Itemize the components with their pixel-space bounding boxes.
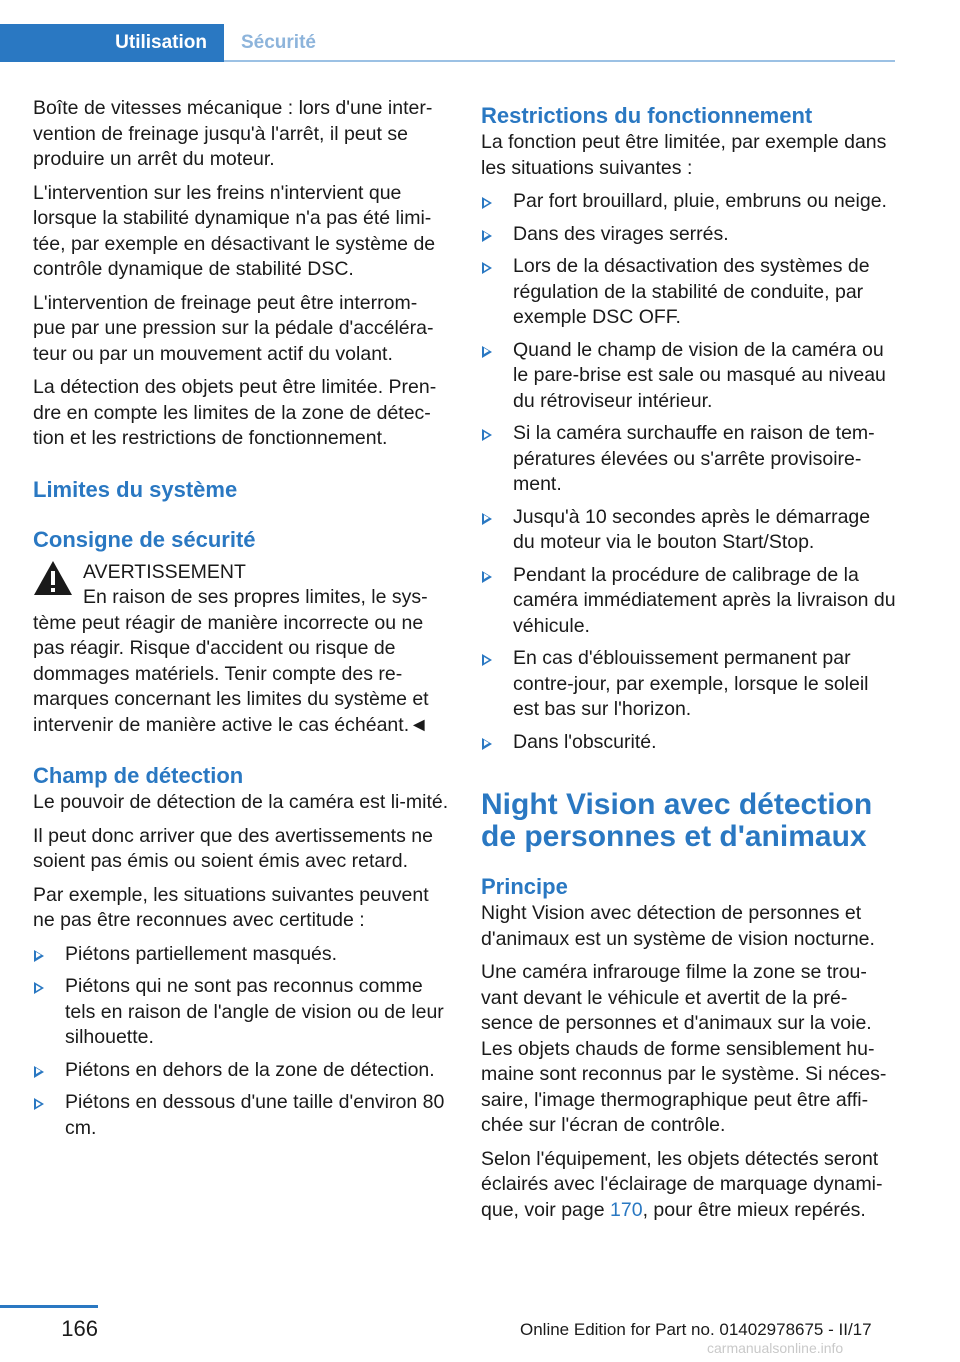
footer-rule (0, 1305, 98, 1308)
paragraph-detection-limited: La détection des objets peut être limitée. Pren-dre en compte les limites de la zone de détec-tion et les restrictions de fonctionnement. (33, 376, 437, 449)
list-item-text: Lors de la désactivation des systèmes de régulation de la stabilité de conduite, par exemple DSC OFF. (513, 255, 870, 328)
list-item (33, 942, 449, 968)
list-item (481, 338, 897, 415)
list-item-text: Dans des virages serrés. (513, 222, 729, 245)
page-number: 166 (61, 1316, 98, 1341)
warning-title: AVERTISSEMENT (83, 560, 246, 583)
paragraph-night-vision-intro: Night Vision avec détection de personnes et d'animaux est un système de vision nocturne. (481, 902, 875, 950)
paragraph-detection-power: Le pouvoir de détection de la caméra est li-mité. (33, 791, 449, 813)
paragraph-infrared-camera: Une caméra infrarouge filme la zone se trou-vant devant le véhicule et avertit de la pré-sence de personnes et d'animaux sur la voie. Les objets chauds de forme sensiblement hu-maine sont reconnus par le système. Si néces-saire, l'image thermographique peut être affi-chée sur l'écran de contrôle. (481, 961, 887, 1136)
list-item (481, 646, 897, 723)
triangle-bullet-icon (482, 197, 492, 209)
triangle-bullet-icon (34, 1066, 44, 1078)
header-divider (224, 60, 895, 62)
list-item-text: Piétons partiellement masqués. (65, 942, 338, 965)
paragraph-situations: Par exemple, les situations suivantes peuvent ne pas être reconnues avec certitude : (33, 883, 429, 931)
list-item-text: Jusqu'à 10 secondes après le démarrage du moteur via le bouton Start/Stop. (513, 505, 871, 553)
list-item (33, 974, 449, 1051)
pedestrian-limits-list (33, 942, 449, 1142)
list-item (481, 563, 897, 640)
header-tabbar (0, 24, 895, 62)
heading-consigne-securite: Consigne de sécurité (33, 526, 256, 552)
heading-restrictions: Restrictions du fonctionnement (481, 103, 813, 128)
list-item (481, 254, 897, 331)
right-column (481, 96, 897, 1231)
paragraph-manual-gearbox: Boîte de vitesses mécanique : lors d'une inter-vention de freinage jusqu'à l'arrêt, il peut se produire un arrêt du moteur. (33, 97, 433, 170)
list-item-text: Si la caméra surchauffe en raison de tem-pératures élevées ou s'arrête provisoire-ment. (513, 422, 875, 495)
paragraph-function-limited: La fonction peut être limitée, par exemple dans les situations suivantes : (481, 131, 887, 179)
paragraph-marking-light (481, 1147, 897, 1224)
warning-box (33, 560, 449, 611)
list-item (33, 1058, 449, 1084)
left-column (33, 96, 449, 1148)
list-item-text: En cas d'éblouissement permanent par contre-jour, par exemple, lorsque le soleil est bas sur l'horizon. (513, 647, 869, 720)
list-item (481, 222, 897, 248)
heading-night-vision: Night Vision avec détection de personnes et d'animaux (481, 788, 873, 853)
edition-note: Online Edition for Part no. 01402978675 - II/17 (520, 1320, 872, 1339)
list-item-text: Quand le champ de vision de la caméra ou le pare-brise est sale ou masqué au niveau du rétroviseur intérieur. (513, 338, 886, 412)
tab-utilisation[interactable]: Utilisation (0, 24, 224, 62)
triangle-bullet-icon (34, 950, 44, 962)
triangle-bullet-icon (34, 982, 44, 994)
list-item (33, 1090, 449, 1141)
list-item-text: Piétons qui ne sont pas reconnus comme tels en raison de l'angle de vision ou de leur silhouette. (65, 975, 444, 1048)
list-item (481, 421, 897, 498)
list-item-text: Pendant la procédure de calibrage de la caméra immédiatement après la livraison du véhicule. (513, 563, 896, 637)
triangle-bullet-icon (482, 513, 492, 525)
page-link-170[interactable]: 170 (610, 1198, 643, 1221)
list-item (481, 730, 897, 756)
triangle-bullet-icon (482, 262, 492, 274)
list-item (481, 189, 897, 215)
triangle-bullet-icon (482, 654, 492, 666)
paragraph-brake-interrupt: L'intervention de freinage peut être interrom-pue par une pression sur la pédale d'accéléra-teur ou par un mouvement actif du volant. (33, 291, 434, 365)
list-item-text: Par fort brouillard, pluie, embruns ou neige. (513, 190, 887, 212)
list-item-text: Piétons en dehors de la zone de détection. (65, 1058, 435, 1081)
warning-text-first-line: En raison de ses propres limites, le sys- (83, 586, 428, 608)
triangle-bullet-icon (34, 1098, 44, 1110)
warning-text: tème peut réagir de manière incorrecte ou ne pas réagir. Risque d'accident ou risque de dommages matériels. Tenir compte des re-marques concernant les limites du système et intervenir de manière active le cas échéant.◄ (33, 611, 429, 736)
heading-champ-detection: Champ de détection (33, 763, 244, 788)
list-item-text: Dans l'obscurité. (513, 730, 657, 753)
paragraph-text-before-link: Selon l'équipement, les objets détectés seront éclairés avec l'éclairage de marquage dynami-que, voir page (481, 1147, 883, 1221)
warning-triangle-icon (33, 560, 73, 596)
triangle-bullet-icon (482, 738, 492, 750)
triangle-bullet-icon (482, 230, 492, 242)
paragraph-text-after-link: , pour être mieux repérés. (642, 1198, 866, 1221)
triangle-bullet-icon (482, 571, 492, 583)
triangle-bullet-icon (482, 346, 492, 358)
paragraph-warnings-delayed: Il peut donc arriver que des avertissements ne soient pas émis ou soient émis avec retard. (33, 824, 433, 872)
paragraph-brake-intervention: L'intervention sur les freins n'intervient que lorsque la stabilité dynamique n'a pas été limi-tée, par exemple en désactivant le système de contrôle dynamique de stabilité DSC. (33, 181, 436, 280)
heading-limites-systeme: Limites du système (33, 476, 238, 502)
list-item (481, 505, 897, 556)
list-item-text: Piétons en dessous d'une taille d'environ 80 cm. (65, 1091, 445, 1139)
tab-securite[interactable]: Sécurité (241, 32, 316, 53)
restrictions-list (481, 189, 897, 755)
heading-principe: Principe (481, 874, 568, 899)
watermark: carmanualsonline.info (707, 1340, 844, 1356)
triangle-bullet-icon (482, 429, 492, 441)
